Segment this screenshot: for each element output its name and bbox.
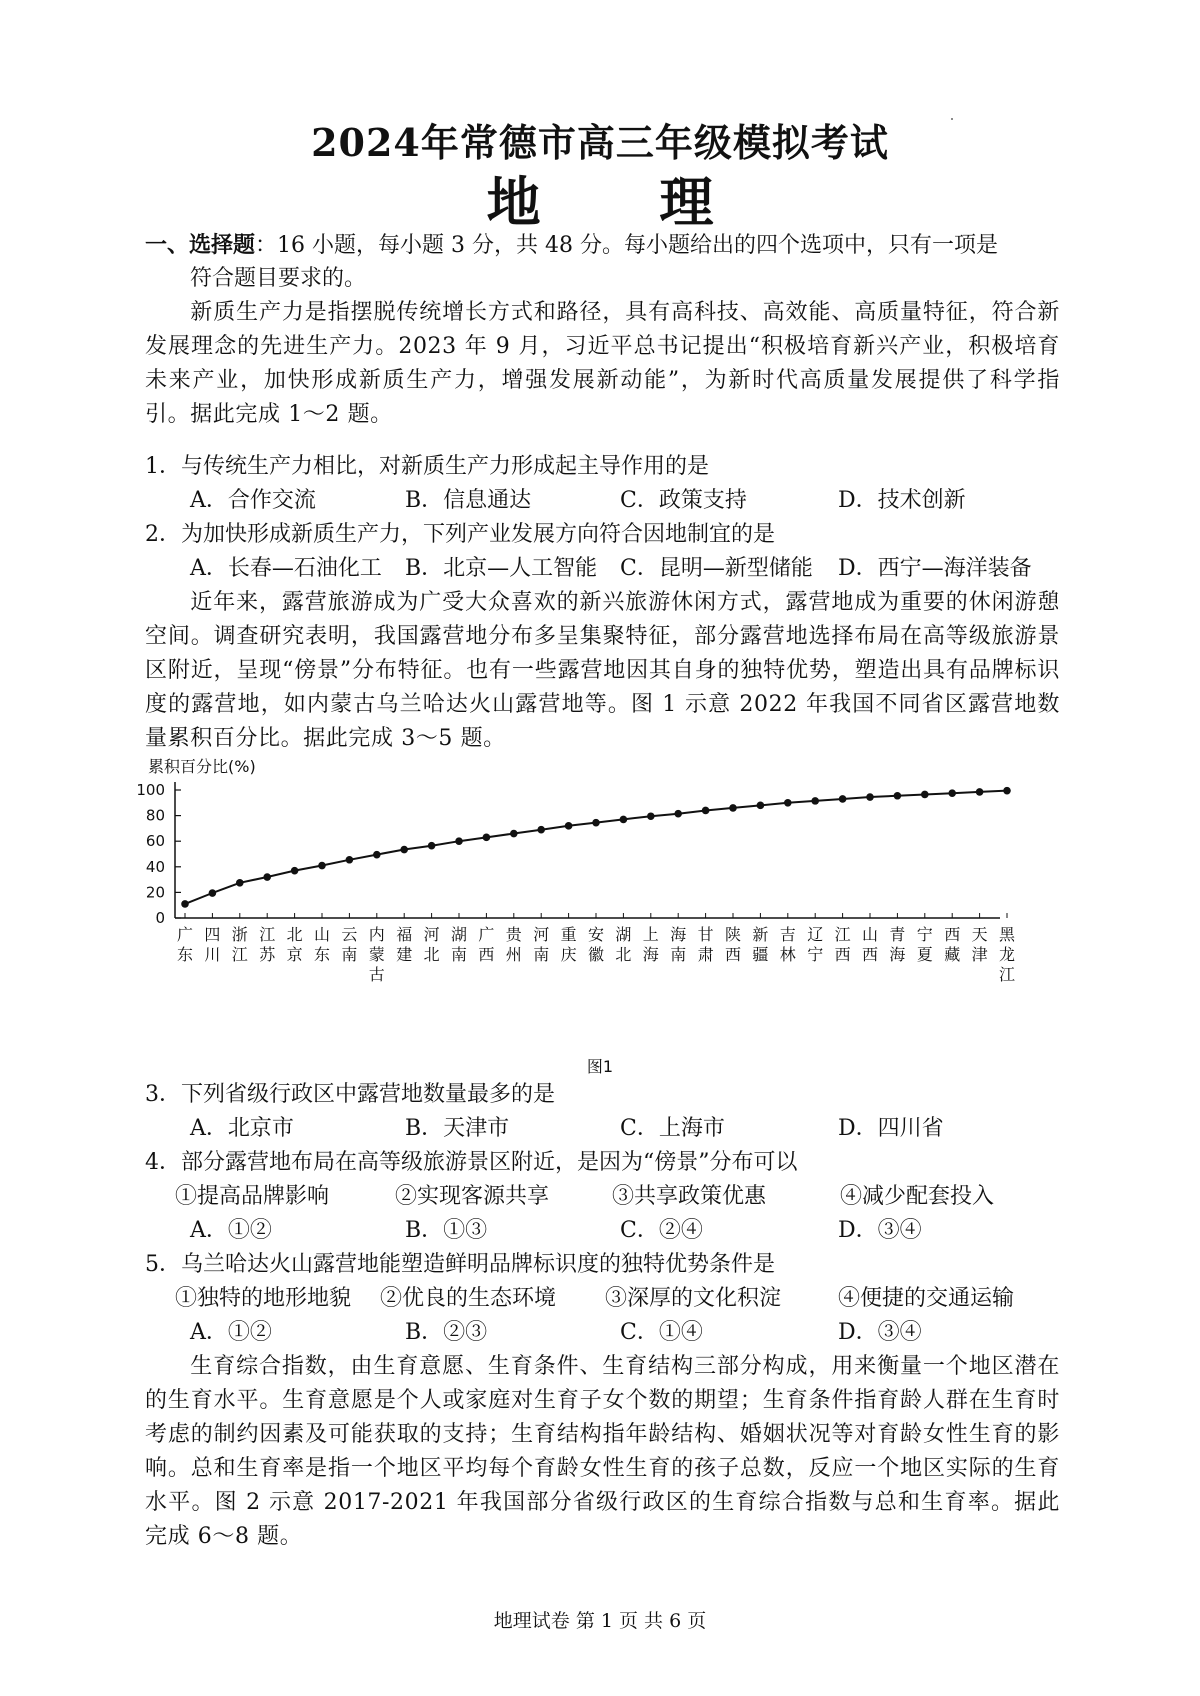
q1-option-b[interactable]: B．信息通达 — [405, 488, 532, 513]
q1-option-d[interactable]: D．技术创新 — [838, 488, 966, 513]
x-tick-label: 宁夏 — [916, 925, 933, 964]
q5-option-b[interactable]: B．②③ — [405, 1320, 488, 1345]
q1-option-c[interactable]: C．政策支持 — [620, 488, 747, 513]
q4-item-2: ②实现客源共享 — [395, 1184, 550, 1209]
x-tick-label: 湖北 — [615, 925, 632, 964]
q3-option-a[interactable]: A．北京市 — [190, 1116, 294, 1141]
data-point — [729, 804, 737, 812]
q4-item-1: ①提高品牌影响 — [175, 1184, 330, 1209]
series-points — [181, 787, 1011, 908]
data-point — [346, 856, 354, 864]
passage3-text: 生育综合指数，由生育意愿、生育条件、生育结构三部分构成，用来衡量一个地区潜在的生育水平。生育意愿是个人或家庭对生育子女个数的期望；生育条件指育龄人群在生育时考虑的制约因素及可能获取的支持；生育结构指年龄结构、婚姻状况等对育龄女性生育的影响。总和生育率是指一个地区平均每个育龄女性生育的孩子总数，反应一个地区实际的生育水平。图 2 示意 2017-2021 年我国部分省级行政区的生育综合指数与总和生育率。据此完成 6～8 题。 — [145, 1354, 1060, 1549]
x-tick-label: 重庆 — [560, 925, 577, 964]
x-tick-label: 新疆 — [752, 925, 769, 964]
data-point — [592, 819, 600, 827]
x-tick-label: 河南 — [533, 925, 550, 964]
x-tick-label: 四川 — [204, 925, 221, 964]
q2-option-a[interactable]: A．长春—石油化工 — [190, 556, 382, 581]
y-tick-label: 80 — [145, 806, 165, 825]
passage-camping — [145, 586, 1060, 756]
x-tick-label: 辽宁 — [807, 925, 824, 964]
data-point — [209, 889, 217, 897]
q3-option-d[interactable]: D．四川省 — [838, 1116, 944, 1141]
data-point — [674, 810, 682, 818]
q4-item-4: ④减少配套投入 — [840, 1184, 995, 1209]
q4-option-a[interactable]: A．①② — [190, 1218, 272, 1243]
y-tick-label: 60 — [145, 832, 165, 851]
section-intro-line2: 符合题目要求的。 — [190, 266, 367, 291]
data-point — [510, 830, 518, 838]
data-point — [291, 867, 299, 875]
data-point — [620, 816, 628, 824]
data-point — [757, 802, 765, 810]
x-tick-label: 甘肃 — [697, 925, 714, 964]
x-tick-label: 黑龙江 — [998, 925, 1016, 984]
question-4-stem: 4．部分露营地布局在高等级旅游景区附近，是因为“傍景”分布可以 — [145, 1150, 798, 1175]
data-point — [537, 826, 545, 834]
q4-item-3: ③共享政策优惠 — [612, 1184, 767, 1209]
data-point — [428, 842, 436, 850]
page-footer: 地理试卷 第 1 页 共 6 页 — [493, 1610, 707, 1632]
q3-option-c[interactable]: C．上海市 — [620, 1116, 725, 1141]
data-point — [921, 791, 929, 799]
data-point — [894, 792, 902, 800]
data-point — [811, 797, 819, 805]
x-tick-label: 陕西 — [724, 925, 742, 964]
data-point — [976, 788, 984, 796]
passage2-text: 近年来，露营旅游成为广受大众喜欢的新兴旅游休闲方式，露营地成为重要的休闲游憩空间。调查研究表明，我国露营地分布多呈集聚特征，部分露营地选择布局在高等级旅游景区附近，呈现“傍景”分布特征。也有一些露营地因其自身的独特优势，塑造出具有品牌标识度的露营地，如内蒙古乌兰哈达火山露营地等。图 1 示意 2022 年我国不同省区露营地数量累积百分比。据此完成 3～5 题。 — [145, 590, 1060, 751]
y-tick-label: 40 — [145, 857, 165, 876]
data-point — [263, 873, 271, 881]
data-point — [565, 822, 573, 830]
x-tick-label: 江苏 — [259, 925, 276, 964]
data-point — [483, 834, 491, 842]
q5-option-d[interactable]: D．③④ — [838, 1320, 922, 1345]
x-tick-label: 海南 — [670, 925, 687, 964]
question-3-stem: 3．下列省级行政区中露营地数量最多的是 — [145, 1082, 555, 1107]
x-tick-label: 山东 — [313, 925, 331, 964]
data-point — [784, 799, 792, 807]
q5-option-c[interactable]: C．①④ — [620, 1320, 703, 1345]
q5-item-3: ③深厚的文化积淀 — [605, 1286, 782, 1311]
q5-item-2: ②优良的生态环境 — [380, 1286, 557, 1311]
passage1-text: 新质生产力是指摆脱传统增长方式和路径，具有高科技、高效能、高质量特征，符合新发展理念的先进生产力。2023 年 9 月，习近平总书记提出“积极培育新兴产业，积极培育未来产业，加快形成新质生产力，增强发展新动能”，为新时代高质量发展提供了科学指引。据此完成 1～2 题。 — [145, 300, 1060, 427]
figure-1-chart — [136, 750, 1080, 1080]
x-tick-label: 西藏 — [944, 925, 961, 964]
x-tick-label: 北京 — [286, 925, 303, 964]
x-tick-label: 湖南 — [450, 925, 468, 964]
x-tick-label: 安徽 — [587, 925, 605, 964]
section-label: 一、选择题 — [145, 232, 256, 258]
q2-option-b[interactable]: B．北京—人工智能 — [405, 556, 598, 581]
q4-option-d[interactable]: D．③④ — [838, 1218, 922, 1243]
chart-ylabel: 累积百分比(%) — [148, 757, 256, 776]
y-tick-label: 0 — [155, 909, 165, 927]
data-point — [1003, 787, 1011, 795]
data-point — [647, 812, 655, 820]
x-tick-label: 广东 — [176, 925, 194, 964]
data-point — [702, 807, 710, 815]
section-heading — [145, 228, 1060, 263]
x-tick-label: 广西 — [478, 925, 495, 964]
chart-caption: 图1 — [586, 1057, 614, 1076]
passage-new-productivity — [145, 296, 1060, 432]
question-5-stem: 5．乌兰哈达火山露营地能塑造鲜明品牌标识度的独特优势条件是 — [145, 1252, 775, 1277]
q5-option-a[interactable]: A．①② — [190, 1320, 272, 1345]
q5-item-4: ④便捷的交通运输 — [838, 1286, 1015, 1311]
q4-option-c[interactable]: C．②④ — [620, 1218, 703, 1243]
section-intro-line1: ：16 小题，每小题 3 分，共 48 分。每小题给出的四个选项中，只有一项是 — [255, 233, 998, 258]
data-point — [318, 862, 326, 870]
data-point — [373, 851, 381, 859]
x-tick-label: 山西 — [861, 925, 879, 964]
subject-title: 地 理 — [486, 170, 764, 234]
q4-option-b[interactable]: B．①③ — [405, 1218, 488, 1243]
y-tick-label: 100 — [136, 781, 165, 799]
x-tick-label: 福建 — [396, 925, 413, 964]
chart-x-labels — [177, 913, 1016, 984]
x-tick-label: 浙江 — [231, 925, 248, 964]
q2-option-c[interactable]: C．昆明—新型储能 — [620, 556, 813, 581]
x-tick-label: 上海 — [642, 925, 659, 964]
passage-fertility — [145, 1350, 1060, 1554]
data-point — [866, 793, 874, 801]
data-point — [236, 879, 244, 887]
q5-item-1: ①独特的地形地貌 — [175, 1286, 352, 1311]
data-point — [181, 900, 189, 908]
y-tick-label: 20 — [145, 883, 165, 902]
q3-option-b[interactable]: B．天津市 — [405, 1116, 510, 1141]
x-tick-label: 河北 — [423, 925, 440, 964]
x-tick-label: 内蒙古 — [368, 925, 385, 984]
series-line — [185, 791, 1007, 904]
question-1-stem: 1．与传统生产力相比，对新质生产力形成起主导作用的是 — [145, 454, 709, 479]
x-tick-label: 天津 — [971, 925, 988, 964]
data-point — [455, 837, 463, 845]
x-tick-label: 云南 — [341, 925, 358, 964]
exam-title: 2024年常德市高三年级模拟考试 — [311, 120, 889, 165]
x-tick-label: 吉林 — [779, 925, 796, 964]
chart-axes — [175, 782, 1000, 918]
question-2-stem: 2．为加快形成新质生产力，下列产业发展方向符合因地制宜的是 — [145, 522, 775, 547]
data-point — [400, 846, 408, 854]
x-tick-label: 江西 — [834, 925, 851, 964]
data-point — [839, 795, 847, 803]
data-point — [948, 789, 956, 797]
q1-option-a[interactable]: A．合作交流 — [190, 488, 316, 513]
x-tick-label: 贵州 — [505, 925, 522, 964]
q2-option-d[interactable]: D．西宁—海洋装备 — [838, 556, 1032, 581]
x-tick-label: 青海 — [889, 925, 906, 964]
